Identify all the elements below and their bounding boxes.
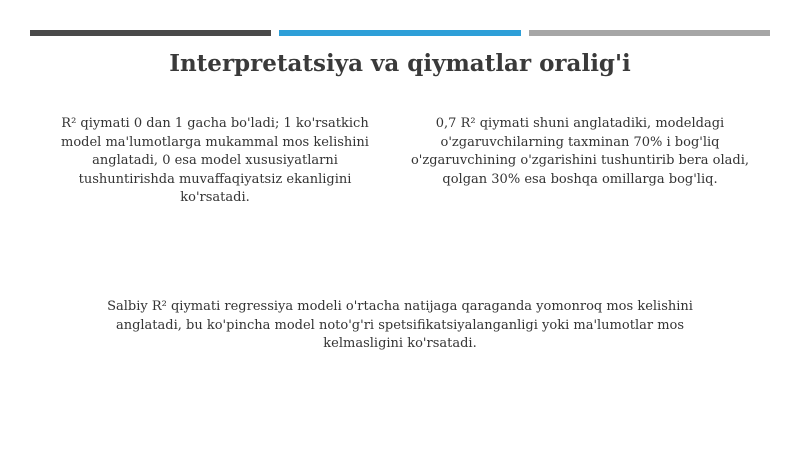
- paragraph-bottom: Salbiy R² qiymati regressiya modeli o'rtacha natijaga qaraganda yomonroq mos kelishini anglatadi, bu ko'pincha model noto'g'ri spetsifikatsiyalanganligi yoki ma'lumotlar mos kelmasligini ko'rsatadi.: [107, 299, 693, 351]
- header-bar-blue: [279, 30, 521, 36]
- paragraph-left: R² qiymati 0 dan 1 gacha bo'ladi; 1 ko'rsatkich model ma'lumotlarga mukammal mos kelishini anglatadi, 0 esa model xususiyatlarni tushuntirishda muvaffaqiyatsiz ekanligini ko'rsatadi.: [61, 116, 369, 205]
- header-bar-dark: [30, 30, 271, 36]
- slide-title: Interpretatsiya va qiymatlar oralig'i: [169, 50, 631, 77]
- header-bar-gray: [529, 30, 770, 36]
- paragraph-right: 0,7 R² qiymati shuni anglatadiki, modeldagi o'zgaruvchilarning taxminan 70% i bog'liq o'zgaruvchining o'zgarishini tushuntirib bera oladi, qolgan 30% esa boshqa omillarga bog'liq.: [410, 116, 750, 187]
